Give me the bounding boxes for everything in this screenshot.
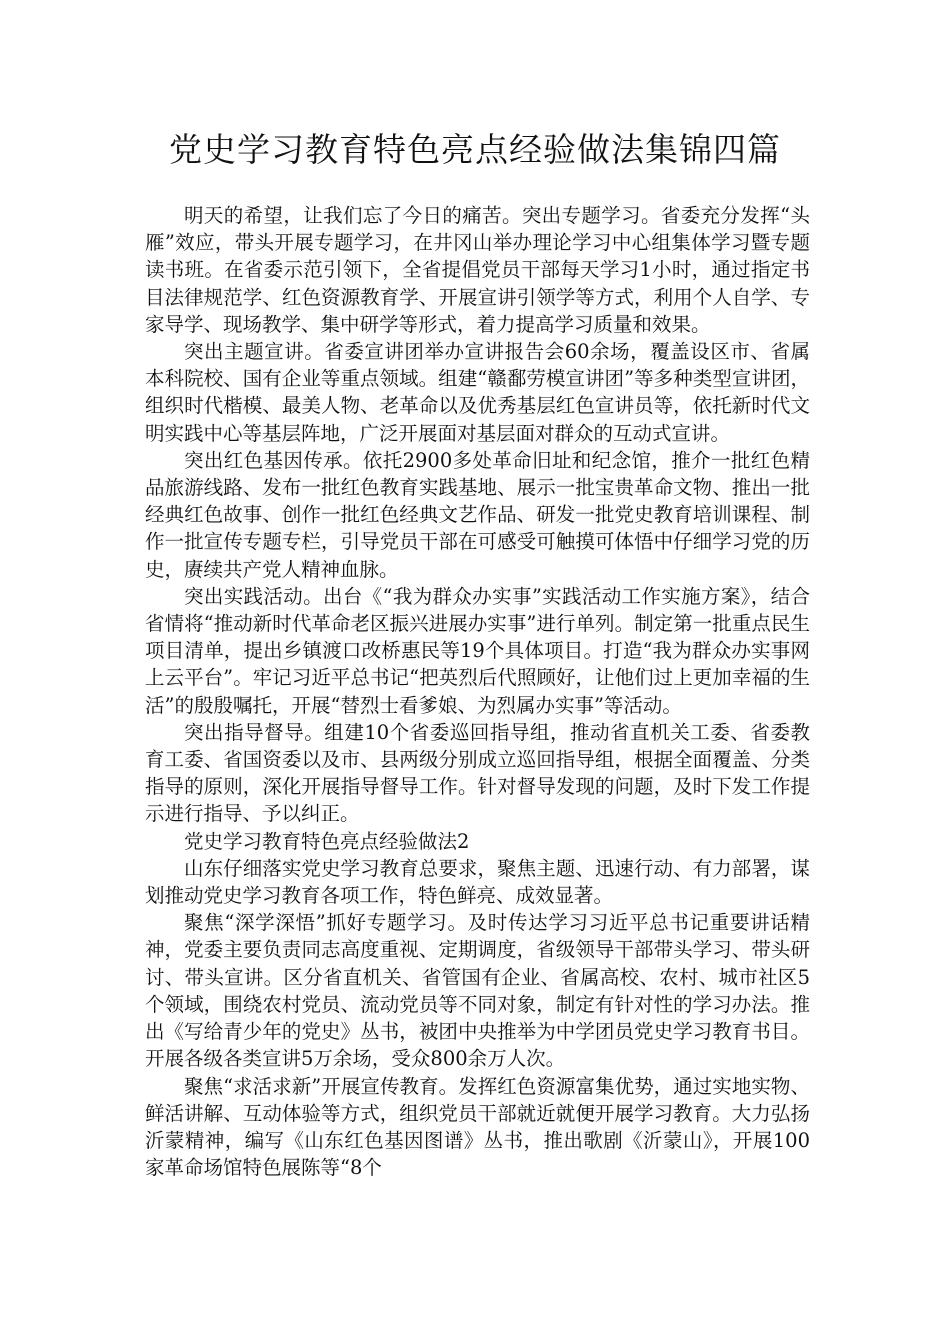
paragraph-5: 突出指导督导。组建10个省委巡回指导组，推动省直机关工委、省委教育工委、省国资委以及市、县两级分别成立巡回指导组，根据全面覆盖、分类指导的原则，深化开展指导督导工作。针对督导发现的问题，及时下发工作提示进行指导、予以纠正。 — [145, 720, 810, 826]
paragraph-3: 突出红色基因传承。依托2900多处革命旧址和纪念馆，推介一批红色精品旅游线路、发布一批红色教育实践基地、展示一批宝贵革命文物、推出一批经典红色故事、创作一批红色经典文艺作品、研发一批党史教育培训课程、制作一批宣传专题专栏，引导党员干部在可感受可触摸可体悟中仔细学习党的历史，赓续共产党人精神血脉。 — [145, 448, 810, 581]
paragraph-1: 明天的希望，让我们忘了今日的痛苦。突出专题学习。省委充分发挥“头雁”效应，带头开展专题学习，在井冈山举办理论学习中心组集体学习暨专题读书班。在省委示范引领下，全省提倡党员干部每天学习1小时，通过指定书目法律规范学、红色资源教育学、开展宣讲引领学等方式，利用个人自学、专家导学、现场教学、集中研学等形式，着力提高学习质量和效果。 — [145, 204, 810, 336]
paragraph-4: 突出实践活动。出台《“我为群众办实事”实践活动工作实施方案》，结合省情将“推动新时代革命老区振兴进展办实事”进行单列。制定第一批重点民生项目清单，提出乡镇渡口改桥惠民等19个具体项目。打造“我为群众办实事网上云平台”。牢记习近平总书记“把英烈后代照顾好，让他们过上更加幸福的生活”的殷殷嘱托，开展“替烈士看爹娘、为烈属办实事”等活动。 — [145, 584, 810, 717]
paragraph-7: 聚焦“深学深悟”抓好专题学习。及时传达学习习近平总书记重要讲话精神，党委主要负责同志高度重视、定期调度，省级领导干部带头学习、带头研讨、带头宣讲。区分省直机关、省管国有企业、省属高校、农村、城市社区5个领域，围绕农村党员、流动党员等不同对象，制定有针对性的学习办法。推出《写给青少年的党史》丛书，被团中央推举为中学团员党史学习教育书目。开展各级各类宣讲5万余场，受众800余万人次。 — [145, 911, 810, 1071]
document-title: 党史学习教育特色亮点经验做法集锦四篇 — [169, 130, 781, 169]
paragraph-8: 聚焦“求活求新”开展宣传教育。发挥红色资源富集优势，通过实地实物、鲜活讲解、互动体验等方式，组织党员干部就近就便开展学习教育。大力弘扬沂蒙精神，编写《山东红色基因图谱》丛书，推出歌剧《沂蒙山》，开展100家革命场馆特色展陈等“8个 — [145, 1074, 810, 1180]
section-heading-2: 党史学习教育特色亮点经验做法2 — [184, 829, 470, 853]
paragraph-2: 突出主题宣讲。省委宣讲团举办宣讲报告会60余场，覆盖设区市、省属本科院校、国有企业等重点领域。组建“赣鄱劳模宣讲团”等多种类型宣讲团，组织时代楷模、最美人物、老革命以及优秀基层红色宣讲员等，依托新时代文明实践中心等基层阵地，广泛开展面对基层面对群众的互动式宣讲。 — [145, 340, 810, 445]
paragraph-6: 山东仔细落实党史学习教育总要求，聚焦主题、迅速行动、有力部署，谋划推动党史学习教育各项工作，特色鲜亮、成效显著。 — [145, 856, 810, 908]
document-body — [145, 202, 810, 1181]
